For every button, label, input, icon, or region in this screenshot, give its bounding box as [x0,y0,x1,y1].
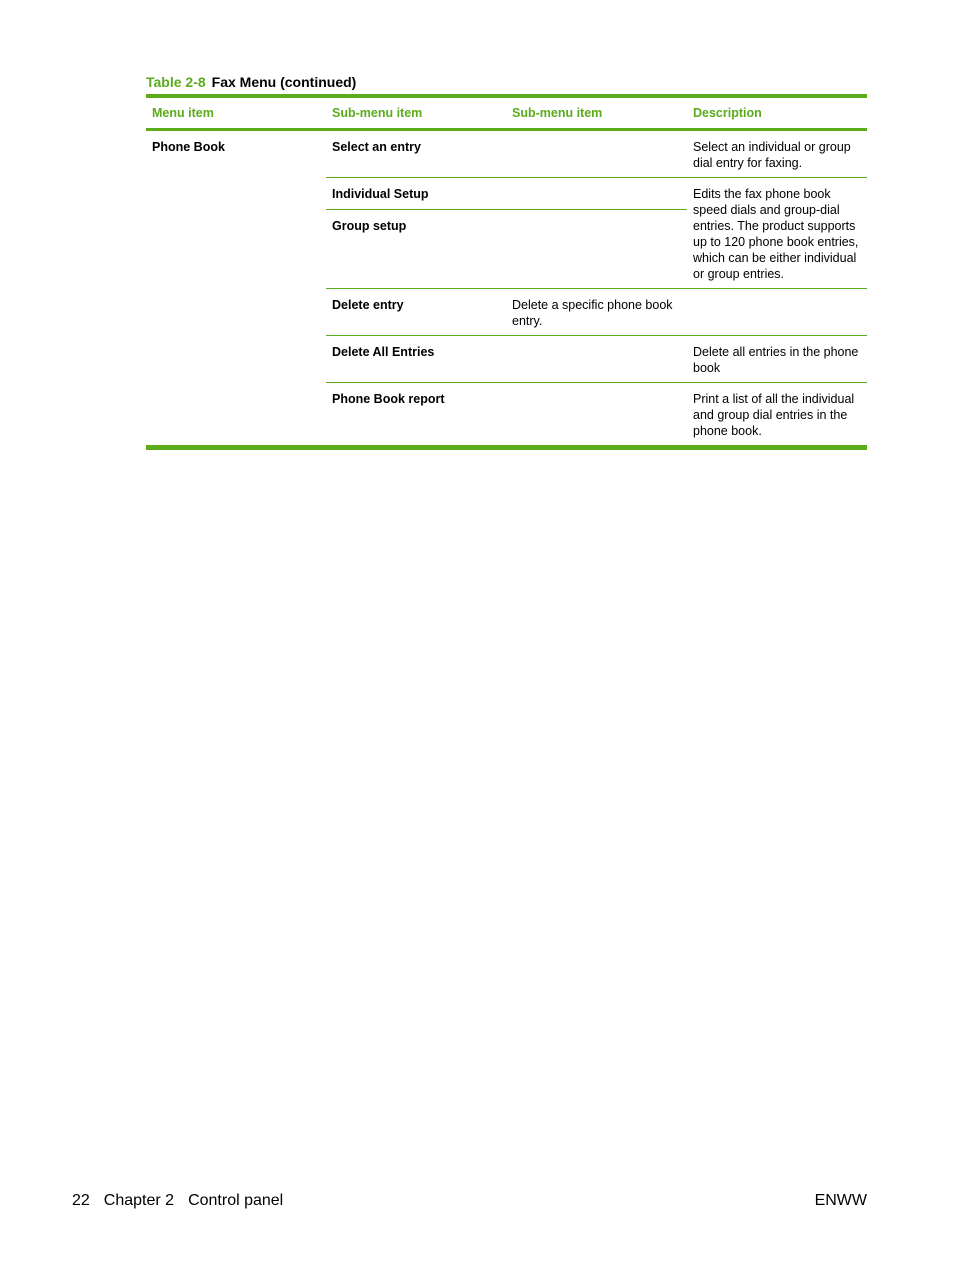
table-number: Table 2-8 [146,74,206,90]
submenu-individual-setup: Individual Setup [326,178,506,210]
menu-item-phone-book: Phone Book [152,140,225,154]
description-cell: Delete all entries in the phone book [687,336,867,383]
description-cell [687,289,867,336]
description-cell: Edits the fax phone book speed dials and group-dial entries. The product supports up to 120 phone book entries, which can be either individual or group entries. [687,178,867,289]
submenu2-cell [506,209,687,288]
chapter-label: Chapter 2 [103,1192,175,1209]
submenu2-cell: Delete a specific phone book entry. [506,289,687,336]
description-cell: Select an individual or group dial entry for faxing. [693,140,851,170]
page-footer-left [72,1192,283,1210]
submenu-select-entry: Select an entry [332,140,421,154]
table-bottom-rule [146,445,867,450]
submenu2-cell [506,178,687,210]
submenu2-cell [506,336,687,383]
submenu2-cell [506,131,687,178]
fax-menu-table [146,94,867,450]
table-title: Fax Menu (continued) [211,74,357,90]
submenu-group-setup: Group setup [326,209,506,288]
description-cell: Print a list of all the individual and group dial entries in the phone book. [687,383,867,446]
submenu-delete-entry: Delete entry [326,289,506,336]
header-submenu-item: Sub-menu item [332,106,423,120]
header-description: Description [693,106,762,120]
submenu-phone-book-report: Phone Book report [326,383,506,446]
header-menu-item: Menu item [152,106,214,120]
page-number: 22 [72,1192,90,1209]
submenu-delete-all-entries: Delete All Entries [326,336,506,383]
table-caption [146,74,356,90]
table-header-row [146,98,867,128]
page-footer-right: ENWW [814,1192,867,1209]
submenu2-cell [506,383,687,446]
header-submenu-item-2: Sub-menu item [512,106,603,120]
table-row [146,131,867,178]
section-label: Control panel [188,1192,284,1209]
